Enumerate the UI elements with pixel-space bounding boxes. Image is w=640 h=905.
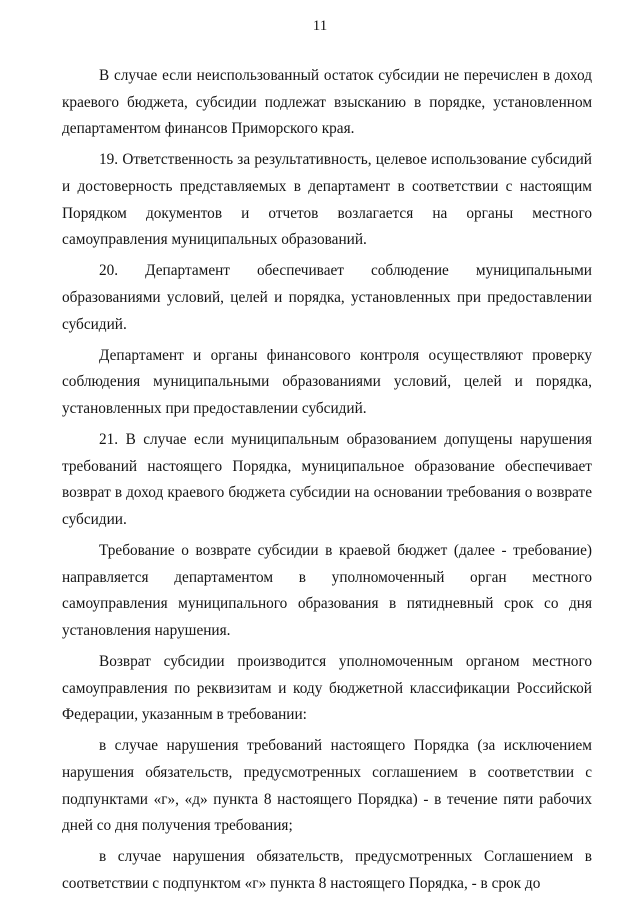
paragraph-20-compliance: 20. Департамент обеспечивает соблюдение муниципальными образованиями условий, целей и порядка, установленных при предоставлении субсидий. — [62, 262, 592, 333]
paragraph-financial-control: Департамент и органы финансового контроля осуществляют проверку соблюдения муниципальными образованиями условий, целей и порядка, установленных при предоставлении субсидий. — [62, 346, 592, 417]
paragraph-21-violations: 21. В случае если муниципальным образованием допущены нарушения требований настоящего Порядка, муниципальное образование обеспечивает возврат в доход краевого бюджета субсидии на основании требования о возврате субсидии. — [62, 431, 592, 528]
paragraph-return-demand: Требование о возврате субсидии в краевой бюджет (далее - требование) направляется департаментом в уполномоченный орган местного самоуправления муниципального образования в пятидневный срок со дня установления нарушения. — [62, 542, 592, 639]
paragraph-return-deadline-2: в случае нарушения обязательств, предусмотренных Соглашением в соответствии с подпунктом «г» пункта 8 настоящего Порядка, - в срок до — [62, 848, 592, 892]
document-body — [62, 63, 592, 902]
paragraph-19-responsibility: 19. Ответственность за результативность, целевое использование субсидий и достоверность представляемых в департамент в соответствии с настоящим Порядком документов и отчетов возлагается на органы местного самоуправления муниципальных образований. — [62, 151, 592, 249]
paragraph-unreturned-balance: В случае если неиспользованный остаток субсидии не перечислен в доход краевого бюджета, субсидии подлежат взысканию в порядке, установленном департаментом финансов Приморского края. — [62, 67, 592, 138]
paragraph-return-procedure: Возврат субсидии производится уполномоченным органом местного самоуправления по реквизитам и коду бюджетной классификации Российской Федерации, указанным в требовании: — [62, 653, 592, 724]
paragraph-return-deadline-1: в случае нарушения требований настоящего Порядка (за исключением нарушения обязательств, предусмотренных соглашением в соответствии с подпунктами «г», «д» пункта 8 настоящего Порядка) - в течение пяти рабочих дней со дня получения требования; — [62, 737, 592, 835]
page-number: 11 — [312, 18, 328, 34]
